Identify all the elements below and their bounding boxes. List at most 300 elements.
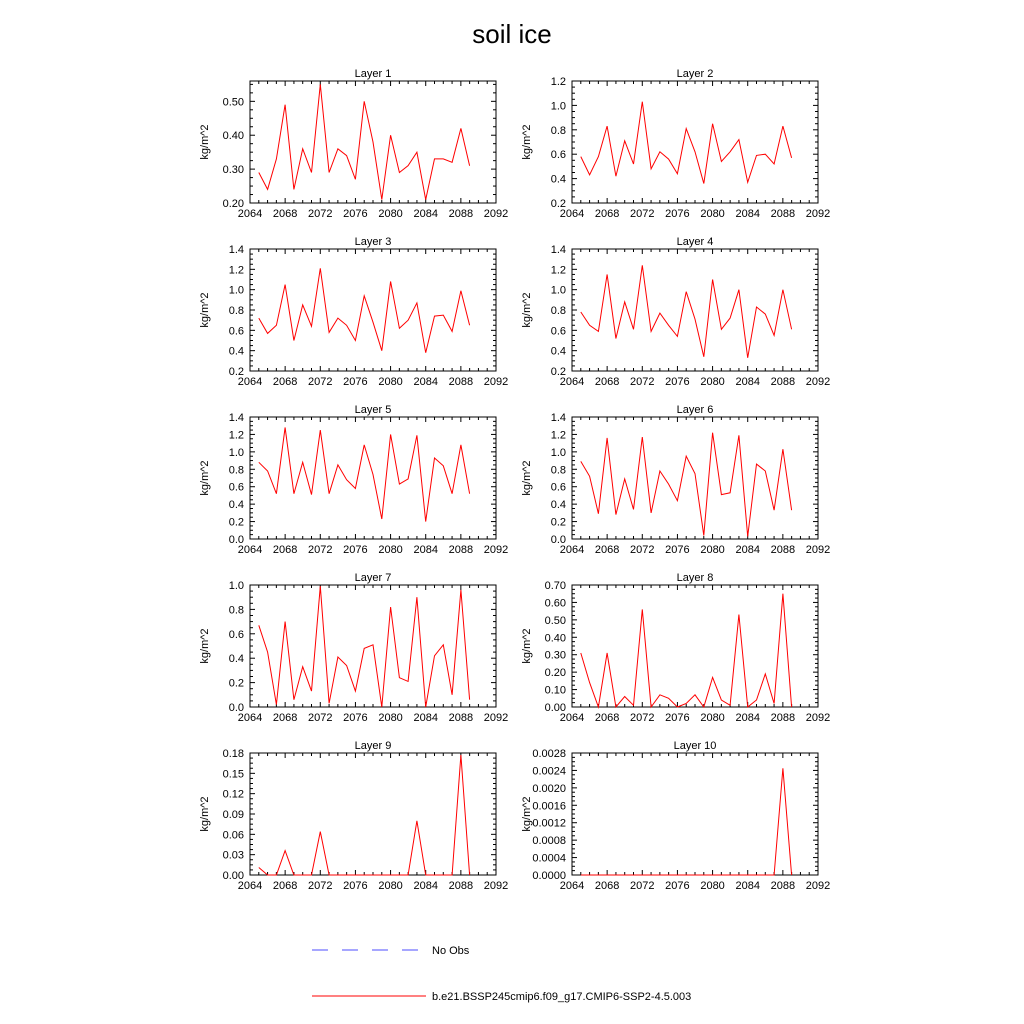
y-tick-label: 0.0 bbox=[228, 534, 244, 546]
y-tick-label: 0.0024 bbox=[532, 765, 566, 778]
x-tick-label: 2084 bbox=[735, 880, 760, 892]
y-axis-label: kg/m^2 bbox=[521, 460, 533, 496]
data-point bbox=[694, 319, 695, 320]
data-point bbox=[703, 535, 704, 536]
data-point bbox=[703, 356, 704, 357]
data-point bbox=[451, 162, 452, 163]
y-tick-label: 1.2 bbox=[550, 76, 566, 88]
y-tick-label: 0.20 bbox=[222, 198, 244, 210]
x-tick-label: 2088 bbox=[770, 880, 796, 892]
data-point bbox=[738, 614, 739, 615]
data-point bbox=[276, 874, 277, 875]
data-point bbox=[615, 176, 616, 177]
data-point bbox=[285, 104, 286, 105]
plot-frame bbox=[572, 81, 818, 203]
data-point bbox=[285, 427, 286, 428]
plot-frame bbox=[250, 249, 496, 371]
x-tick-label: 2084 bbox=[735, 544, 760, 556]
data-point bbox=[650, 874, 651, 875]
x-tick-label: 2084 bbox=[413, 208, 438, 220]
x-tick-label: 2092 bbox=[805, 712, 831, 724]
chart-title: Layer 10 bbox=[673, 740, 717, 752]
data-point bbox=[267, 652, 268, 653]
data-point bbox=[650, 706, 651, 707]
x-tick-label: 2064 bbox=[559, 208, 585, 220]
x-tick-label: 2068 bbox=[594, 208, 620, 220]
x-tick-label: 2084 bbox=[735, 376, 760, 388]
data-point bbox=[276, 493, 277, 494]
x-tick-label: 2088 bbox=[448, 208, 474, 220]
series-line bbox=[581, 768, 792, 875]
data-point bbox=[460, 290, 461, 291]
x-tick-label: 2072 bbox=[630, 376, 655, 388]
data-point bbox=[285, 284, 286, 285]
data-point bbox=[642, 265, 643, 266]
data-point bbox=[390, 874, 391, 875]
data-point bbox=[285, 621, 286, 622]
x-tick-label: 2080 bbox=[378, 544, 403, 556]
data-point bbox=[721, 494, 722, 495]
data-point bbox=[756, 155, 757, 156]
y-tick-label: 0.2 bbox=[228, 516, 244, 529]
y-tick-label: 1.4 bbox=[228, 244, 244, 256]
data-point bbox=[337, 464, 338, 465]
plot-frame bbox=[572, 753, 818, 875]
data-point bbox=[747, 536, 748, 537]
data-point bbox=[425, 706, 426, 707]
data-point bbox=[390, 434, 391, 435]
chart-title: Layer 1 bbox=[354, 68, 392, 80]
chart-title: Layer 3 bbox=[354, 236, 392, 248]
data-point bbox=[782, 289, 783, 290]
x-tick-label: 2088 bbox=[448, 544, 474, 556]
data-point bbox=[267, 189, 268, 190]
data-point bbox=[320, 84, 321, 85]
data-point bbox=[598, 156, 599, 157]
data-point bbox=[650, 512, 651, 513]
x-tick-label: 2080 bbox=[378, 208, 403, 220]
y-axis-label: kg/m^2 bbox=[199, 460, 211, 496]
x-tick-label: 2084 bbox=[413, 376, 438, 388]
chart-layer-9 bbox=[199, 740, 508, 892]
data-point bbox=[712, 874, 713, 875]
data-point bbox=[451, 694, 452, 695]
data-point bbox=[381, 518, 382, 519]
data-point bbox=[293, 189, 294, 190]
y-tick-label: 0.6 bbox=[228, 481, 244, 494]
data-point bbox=[765, 470, 766, 471]
data-point bbox=[408, 681, 409, 682]
data-point bbox=[633, 874, 634, 875]
data-point bbox=[460, 444, 461, 445]
data-point bbox=[390, 135, 391, 136]
y-tick-label: 0.2 bbox=[550, 366, 566, 378]
data-point bbox=[416, 435, 417, 436]
data-point bbox=[408, 320, 409, 321]
x-tick-label: 2064 bbox=[237, 208, 263, 220]
x-tick-label: 2076 bbox=[665, 376, 690, 388]
data-point bbox=[598, 874, 599, 875]
x-tick-label: 2092 bbox=[805, 208, 831, 220]
data-point bbox=[686, 703, 687, 704]
data-point bbox=[607, 652, 608, 653]
data-point bbox=[650, 331, 651, 332]
data-point bbox=[302, 148, 303, 149]
chart-title: Layer 8 bbox=[676, 572, 714, 584]
data-point bbox=[782, 126, 783, 127]
data-point bbox=[285, 850, 286, 851]
y-tick-label: 1.2 bbox=[550, 429, 566, 442]
y-axis-label: kg/m^2 bbox=[199, 124, 211, 160]
y-tick-label: 0.4 bbox=[550, 173, 566, 186]
x-tick-label: 2088 bbox=[448, 880, 474, 892]
data-point bbox=[721, 329, 722, 330]
y-tick-label: 0.6 bbox=[550, 481, 566, 494]
y-tick-label: 1.0 bbox=[228, 284, 244, 297]
data-point bbox=[399, 328, 400, 329]
chart-layer-3 bbox=[199, 236, 508, 388]
data-point bbox=[589, 325, 590, 326]
data-point bbox=[328, 493, 329, 494]
y-tick-label: 0.30 bbox=[544, 649, 566, 662]
y-tick-label: 0.8 bbox=[228, 464, 244, 477]
data-point bbox=[607, 437, 608, 438]
data-point bbox=[765, 313, 766, 314]
y-tick-label: 0.03 bbox=[222, 849, 244, 862]
y-tick-label: 0.60 bbox=[544, 597, 566, 610]
legend-no-obs-label: No Obs bbox=[432, 945, 470, 957]
data-point bbox=[659, 151, 660, 152]
y-tick-label: 0.6 bbox=[228, 325, 244, 338]
data-point bbox=[668, 484, 669, 485]
x-tick-label: 2072 bbox=[630, 544, 655, 556]
data-point bbox=[747, 706, 748, 707]
data-point bbox=[328, 332, 329, 333]
data-point bbox=[791, 706, 792, 707]
data-point bbox=[659, 470, 660, 471]
data-point bbox=[346, 325, 347, 326]
data-point bbox=[355, 691, 356, 692]
data-point bbox=[580, 461, 581, 462]
y-axis-label: kg/m^2 bbox=[199, 292, 211, 328]
series-line bbox=[259, 586, 470, 707]
data-point bbox=[399, 677, 400, 678]
y-tick-label: 0.06 bbox=[222, 829, 244, 842]
data-point bbox=[712, 432, 713, 433]
data-point bbox=[607, 274, 608, 275]
x-tick-label: 2076 bbox=[343, 376, 368, 388]
data-point bbox=[276, 704, 277, 705]
chart-layer-7 bbox=[199, 572, 508, 724]
data-point bbox=[372, 644, 373, 645]
data-point bbox=[791, 874, 792, 875]
data-point bbox=[337, 148, 338, 149]
data-point bbox=[738, 139, 739, 140]
data-point bbox=[730, 318, 731, 319]
data-point bbox=[712, 279, 713, 280]
data-point bbox=[730, 492, 731, 493]
data-point bbox=[399, 484, 400, 485]
data-point bbox=[598, 706, 599, 707]
y-tick-label: 1.0 bbox=[228, 580, 244, 592]
x-tick-label: 2084 bbox=[735, 208, 760, 220]
data-point bbox=[782, 449, 783, 450]
data-point bbox=[624, 874, 625, 875]
y-tick-label: 0.12 bbox=[222, 788, 244, 801]
x-tick-label: 2076 bbox=[343, 544, 368, 556]
data-point bbox=[434, 655, 435, 656]
data-point bbox=[677, 336, 678, 337]
data-point bbox=[328, 703, 329, 704]
y-tick-label: 0.15 bbox=[222, 768, 244, 781]
x-tick-label: 2068 bbox=[272, 376, 298, 388]
data-point bbox=[443, 644, 444, 645]
x-tick-label: 2072 bbox=[308, 208, 333, 220]
data-point bbox=[460, 754, 461, 755]
x-tick-label: 2064 bbox=[237, 712, 263, 724]
x-tick-label: 2072 bbox=[630, 712, 655, 724]
x-tick-label: 2072 bbox=[630, 880, 655, 892]
data-point bbox=[747, 874, 748, 875]
data-point bbox=[703, 874, 704, 875]
x-tick-label: 2072 bbox=[630, 208, 655, 220]
data-point bbox=[686, 291, 687, 292]
data-point bbox=[381, 706, 382, 707]
y-tick-label: 0.4 bbox=[228, 499, 244, 512]
data-point bbox=[580, 874, 581, 875]
legend bbox=[312, 945, 691, 1003]
data-point bbox=[773, 874, 774, 875]
data-point bbox=[589, 476, 590, 477]
data-point bbox=[598, 513, 599, 514]
data-point bbox=[434, 158, 435, 159]
data-point bbox=[293, 340, 294, 341]
data-point bbox=[311, 326, 312, 327]
plot-frame bbox=[572, 249, 818, 371]
y-axis-label: kg/m^2 bbox=[521, 292, 533, 328]
x-tick-label: 2080 bbox=[700, 544, 725, 556]
data-point bbox=[642, 874, 643, 875]
y-tick-label: 0.2 bbox=[228, 677, 244, 690]
data-point bbox=[642, 101, 643, 102]
data-point bbox=[258, 172, 259, 173]
data-point bbox=[721, 699, 722, 700]
y-tick-label: 0.18 bbox=[222, 748, 244, 760]
chart-title: Layer 2 bbox=[676, 68, 714, 80]
y-tick-label: 0.20 bbox=[544, 667, 566, 680]
x-tick-label: 2088 bbox=[770, 544, 796, 556]
y-tick-label: 0.0020 bbox=[532, 782, 566, 795]
chart-title: Layer 4 bbox=[676, 236, 714, 248]
data-point bbox=[320, 586, 321, 587]
data-point bbox=[756, 306, 757, 307]
y-axis-label: kg/m^2 bbox=[199, 796, 211, 832]
data-point bbox=[773, 703, 774, 704]
y-tick-label: 0.50 bbox=[222, 96, 244, 109]
data-point bbox=[580, 311, 581, 312]
x-tick-label: 2084 bbox=[413, 880, 438, 892]
x-tick-label: 2092 bbox=[483, 712, 509, 724]
data-point bbox=[416, 597, 417, 598]
y-tick-label: 0.4 bbox=[228, 345, 244, 358]
figure-title: soil ice bbox=[472, 19, 552, 49]
x-tick-label: 2080 bbox=[700, 208, 725, 220]
data-point bbox=[589, 174, 590, 175]
data-point bbox=[747, 182, 748, 183]
data-point bbox=[694, 694, 695, 695]
series-line bbox=[581, 265, 792, 358]
data-point bbox=[346, 874, 347, 875]
data-point bbox=[668, 325, 669, 326]
data-point bbox=[425, 352, 426, 353]
data-point bbox=[633, 705, 634, 706]
data-point bbox=[425, 874, 426, 875]
x-tick-label: 2088 bbox=[448, 376, 474, 388]
data-point bbox=[355, 874, 356, 875]
data-point bbox=[443, 158, 444, 159]
data-point bbox=[258, 462, 259, 463]
data-point bbox=[659, 694, 660, 695]
data-point bbox=[302, 666, 303, 667]
data-point bbox=[346, 155, 347, 156]
y-tick-label: 0.4 bbox=[228, 653, 244, 666]
data-point bbox=[390, 281, 391, 282]
data-point bbox=[311, 172, 312, 173]
data-point bbox=[773, 163, 774, 164]
data-point bbox=[311, 691, 312, 692]
data-point bbox=[460, 589, 461, 590]
data-point bbox=[624, 301, 625, 302]
x-tick-label: 2064 bbox=[237, 376, 263, 388]
data-point bbox=[773, 335, 774, 336]
y-axis-label: kg/m^2 bbox=[521, 796, 533, 832]
chart-layer-10 bbox=[521, 740, 830, 892]
y-axis-label: kg/m^2 bbox=[521, 124, 533, 160]
data-point bbox=[364, 648, 365, 649]
panels bbox=[199, 68, 830, 892]
data-point bbox=[694, 473, 695, 474]
chart-title: Layer 9 bbox=[354, 740, 392, 752]
y-tick-label: 1.0 bbox=[550, 446, 566, 459]
y-tick-label: 0.8 bbox=[550, 305, 566, 317]
data-point bbox=[624, 696, 625, 697]
x-tick-label: 2072 bbox=[308, 880, 333, 892]
chart-title: Layer 6 bbox=[676, 404, 714, 416]
data-point bbox=[408, 874, 409, 875]
y-tick-label: 0.0028 bbox=[532, 748, 566, 760]
y-axis-label: kg/m^2 bbox=[199, 628, 211, 664]
data-point bbox=[276, 158, 277, 159]
data-point bbox=[712, 123, 713, 124]
y-tick-label: 1.4 bbox=[228, 412, 244, 424]
y-tick-label: 0.0 bbox=[550, 534, 566, 546]
data-point bbox=[425, 199, 426, 200]
x-tick-label: 2068 bbox=[594, 880, 620, 892]
series-line bbox=[581, 102, 792, 184]
chart-layer-5 bbox=[199, 404, 508, 556]
data-point bbox=[381, 350, 382, 351]
y-tick-label: 0.8 bbox=[228, 604, 244, 617]
data-point bbox=[460, 128, 461, 129]
y-tick-label: 0.30 bbox=[222, 164, 244, 177]
data-point bbox=[738, 289, 739, 290]
data-point bbox=[337, 874, 338, 875]
data-point bbox=[589, 682, 590, 683]
y-tick-label: 0.2 bbox=[228, 366, 244, 378]
data-point bbox=[677, 173, 678, 174]
data-point bbox=[416, 152, 417, 153]
data-point bbox=[469, 874, 470, 875]
data-point bbox=[712, 677, 713, 678]
y-tick-label: 1.2 bbox=[228, 264, 244, 277]
y-tick-label: 0.0004 bbox=[532, 852, 566, 865]
chart-layer-2 bbox=[521, 68, 830, 220]
series-line bbox=[581, 594, 792, 707]
data-point bbox=[434, 457, 435, 458]
data-point bbox=[434, 874, 435, 875]
data-point bbox=[615, 706, 616, 707]
data-point bbox=[721, 874, 722, 875]
data-point bbox=[364, 101, 365, 102]
series-line bbox=[581, 433, 792, 537]
data-point bbox=[311, 874, 312, 875]
data-point bbox=[302, 304, 303, 305]
y-tick-label: 1.4 bbox=[550, 412, 566, 424]
y-tick-label: 0.4 bbox=[550, 345, 566, 358]
x-tick-label: 2076 bbox=[343, 208, 368, 220]
data-point bbox=[469, 165, 470, 166]
data-point bbox=[642, 609, 643, 610]
chart-title: Layer 5 bbox=[354, 404, 392, 416]
x-tick-label: 2088 bbox=[770, 208, 796, 220]
data-point bbox=[765, 154, 766, 155]
data-point bbox=[364, 295, 365, 296]
x-tick-label: 2092 bbox=[483, 376, 509, 388]
x-tick-label: 2064 bbox=[559, 880, 585, 892]
x-tick-label: 2088 bbox=[770, 712, 796, 724]
data-point bbox=[607, 874, 608, 875]
y-tick-label: 0.0012 bbox=[532, 817, 566, 830]
data-point bbox=[416, 820, 417, 821]
data-point bbox=[615, 874, 616, 875]
data-point bbox=[686, 456, 687, 457]
y-tick-label: 0.10 bbox=[544, 684, 566, 697]
data-point bbox=[694, 874, 695, 875]
x-tick-label: 2080 bbox=[378, 712, 403, 724]
y-tick-label: 0.0 bbox=[228, 702, 244, 714]
y-tick-label: 0.50 bbox=[544, 614, 566, 627]
x-tick-label: 2092 bbox=[483, 208, 509, 220]
series-line bbox=[259, 428, 470, 522]
data-point bbox=[633, 329, 634, 330]
y-tick-label: 0.8 bbox=[228, 305, 244, 317]
x-tick-label: 2076 bbox=[343, 880, 368, 892]
data-point bbox=[624, 478, 625, 479]
data-point bbox=[469, 493, 470, 494]
data-point bbox=[372, 874, 373, 875]
y-tick-label: 0.40 bbox=[544, 632, 566, 645]
y-tick-label: 0.6 bbox=[550, 325, 566, 338]
x-tick-label: 2068 bbox=[594, 712, 620, 724]
plot-frame bbox=[572, 585, 818, 707]
x-tick-label: 2092 bbox=[483, 880, 509, 892]
x-tick-label: 2072 bbox=[308, 376, 333, 388]
data-point bbox=[791, 510, 792, 511]
chart-layer-4 bbox=[521, 236, 830, 388]
data-point bbox=[703, 706, 704, 707]
data-point bbox=[320, 831, 321, 832]
data-point bbox=[782, 768, 783, 769]
